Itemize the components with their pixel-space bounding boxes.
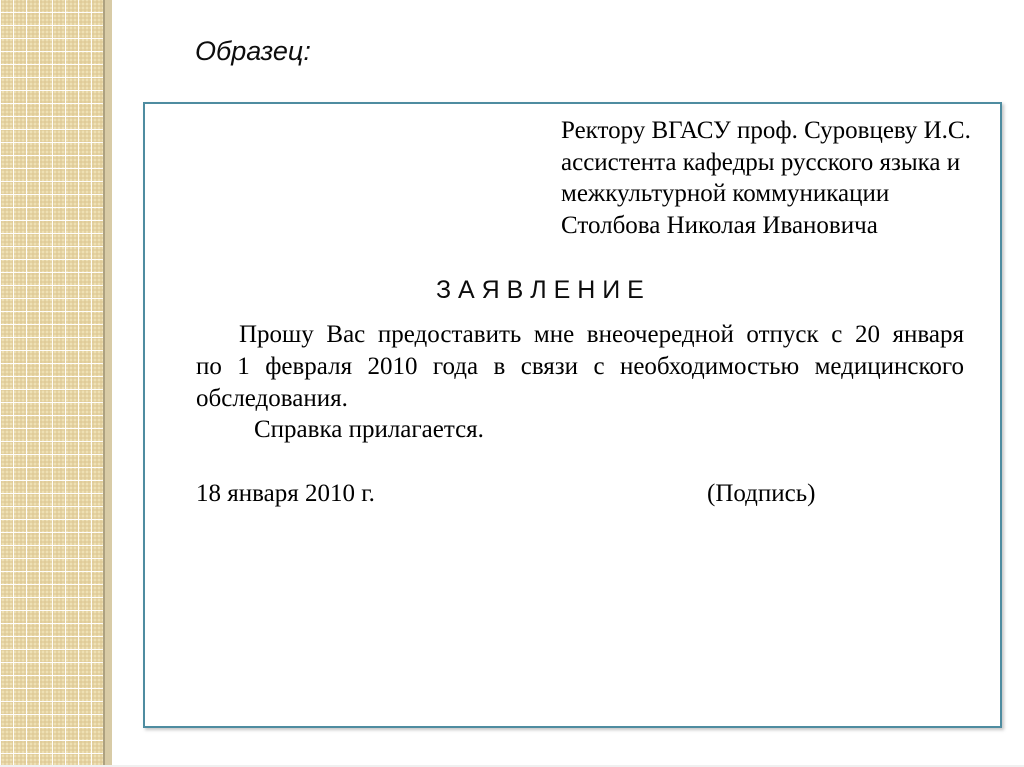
addressee-line: межкультурной коммуникации: [561, 180, 890, 207]
decorative-texture-sidebar: [0, 0, 112, 767]
addressee-line: ассистента кафедры русского языка и: [561, 148, 961, 176]
signature-row: [196, 478, 964, 510]
letter-box: [143, 102, 1002, 728]
signature-placeholder: (Подпись): [707, 480, 816, 507]
addressee-block: [561, 115, 971, 241]
letter-body: [196, 319, 964, 446]
body-line: Прошу Вас предоставить мне внеочередной отпуск с 20 января: [239, 321, 964, 348]
addressee-line: Ректору ВГАСУ проф. Суровцеву И.С.: [561, 117, 971, 144]
addressee-line: Столбова Николая Ивановича: [561, 211, 878, 239]
letter-title: З А Я В Л Е Н И Е: [436, 276, 644, 304]
attachment-line: Справка прилагается.: [254, 416, 484, 444]
sample-label: Образец:: [195, 36, 311, 66]
body-line: обследования.: [196, 384, 348, 412]
letter-date: 18 января 2010 г.: [196, 480, 375, 507]
body-line: по 1 февраля 2010 года в связи с необходимостью медицинского: [196, 352, 964, 380]
